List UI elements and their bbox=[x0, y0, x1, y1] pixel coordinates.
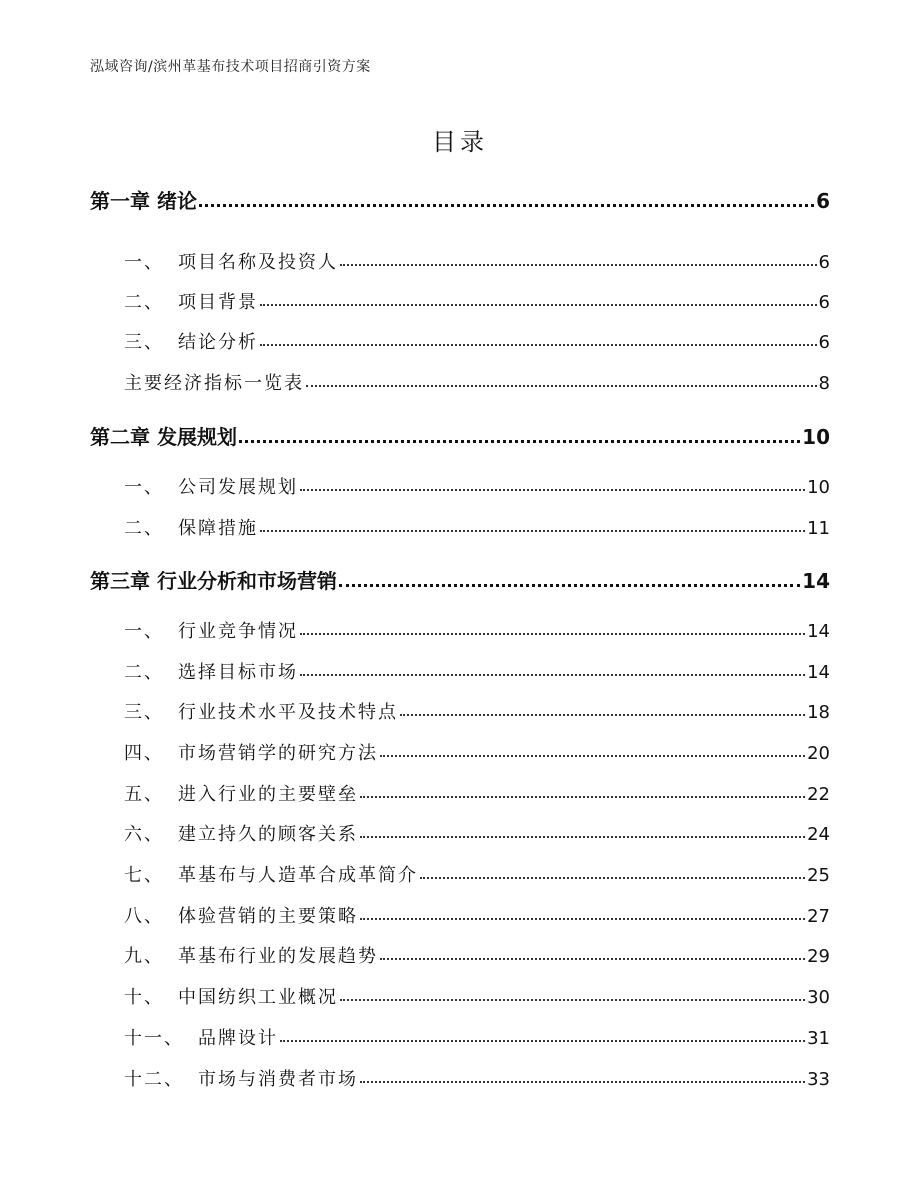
toc-chapter-entry[interactable] bbox=[90, 565, 830, 594]
toc-entry-number: 二、 bbox=[124, 662, 164, 683]
toc-entry-label bbox=[124, 820, 358, 846]
toc-entry-label bbox=[90, 185, 197, 214]
toc-section-entry[interactable] bbox=[124, 780, 830, 806]
toc-section-entry[interactable] bbox=[124, 1065, 830, 1091]
toc-leader-dots bbox=[300, 489, 805, 491]
toc-page-number: 29 bbox=[807, 946, 830, 967]
toc-page-number: 14 bbox=[807, 662, 830, 683]
toc-entry-label bbox=[124, 902, 358, 928]
toc-entry-label bbox=[124, 514, 258, 540]
toc-page-number: 27 bbox=[807, 906, 830, 927]
toc-section-entry[interactable] bbox=[124, 658, 830, 684]
toc-page-number: 22 bbox=[807, 784, 830, 805]
toc-section-entry[interactable] bbox=[124, 369, 830, 395]
toc-entry-label bbox=[124, 658, 298, 684]
toc-entry-text: 市场营销学的研究方法 bbox=[178, 743, 378, 764]
toc-chapter-entry[interactable] bbox=[90, 421, 830, 450]
toc-chapter-entry[interactable] bbox=[90, 185, 830, 214]
toc-entry-number: 十一、 bbox=[124, 1028, 184, 1049]
toc-leader-dots bbox=[340, 999, 805, 1001]
toc-title: 目录 bbox=[432, 128, 488, 156]
toc-page-number: 6 bbox=[818, 252, 830, 273]
toc-entry-text: 革基布与人造革合成革简介 bbox=[178, 865, 418, 886]
toc-entry-label bbox=[124, 698, 398, 724]
toc-page-number: 14 bbox=[802, 569, 830, 593]
toc-leader-dots bbox=[260, 530, 805, 532]
toc-entry-number: 六、 bbox=[124, 824, 164, 845]
toc-entry-number: 八、 bbox=[124, 906, 164, 927]
toc-section-entry[interactable] bbox=[124, 698, 830, 724]
toc-entry-label bbox=[124, 942, 378, 968]
toc-leader-dots bbox=[420, 877, 805, 879]
toc-entry-label bbox=[124, 983, 338, 1009]
toc-entry-text: 主要经济指标一览表 bbox=[124, 373, 304, 394]
toc-page-number: 31 bbox=[807, 1028, 830, 1049]
toc-section-entry[interactable] bbox=[124, 328, 830, 354]
toc-entry-number: 七、 bbox=[124, 865, 164, 886]
page-header: 泓域咨询/滨州革基布技术项目招商引资方案 bbox=[90, 59, 371, 75]
toc-entry-text: 进入行业的主要壁垒 bbox=[178, 784, 358, 805]
toc-leader-dots bbox=[300, 674, 805, 676]
toc-entry-number: 十二、 bbox=[124, 1069, 184, 1090]
toc-entry-label bbox=[124, 369, 304, 395]
toc-entry-number: 三、 bbox=[124, 332, 164, 353]
toc-entry-text: 项目背景 bbox=[178, 292, 258, 313]
toc-leader-dots bbox=[360, 836, 805, 838]
toc-section-entry[interactable] bbox=[124, 739, 830, 765]
toc-leader-dots bbox=[360, 1081, 805, 1083]
toc-entry-text: 体验营销的主要策略 bbox=[178, 906, 358, 927]
toc-section-entry[interactable] bbox=[124, 1024, 830, 1050]
toc-section-entry[interactable] bbox=[124, 248, 830, 274]
toc-entry-number: 一、 bbox=[124, 252, 164, 273]
toc-leader-dots bbox=[380, 755, 805, 757]
toc-entry-text: 行业竞争情况 bbox=[178, 621, 298, 642]
toc-page-number: 30 bbox=[807, 987, 830, 1008]
toc-section-entry[interactable] bbox=[124, 983, 830, 1009]
toc-entry-number: 一、 bbox=[124, 477, 164, 498]
toc-entry-text: 中国纺织工业概况 bbox=[178, 987, 338, 1008]
toc-page-number: 6 bbox=[818, 292, 830, 313]
toc-entry-number: 三、 bbox=[124, 702, 164, 723]
toc-entry-text: 第三章 行业分析和市场营销 bbox=[90, 569, 337, 593]
toc-page-number: 10 bbox=[802, 425, 830, 449]
toc-entry-number: 十、 bbox=[124, 987, 164, 1008]
toc-entry-text: 项目名称及投资人 bbox=[178, 252, 338, 273]
toc-entry-text: 第二章 发展规划 bbox=[90, 425, 237, 449]
toc-entry-text: 结论分析 bbox=[178, 332, 258, 353]
toc-entry-label bbox=[124, 288, 258, 314]
toc-section-entry[interactable] bbox=[124, 473, 830, 499]
toc-page-number: 6 bbox=[816, 189, 830, 213]
toc-leader-dots bbox=[239, 440, 800, 443]
toc-entry-label bbox=[124, 780, 358, 806]
toc-leader-dots bbox=[306, 385, 817, 387]
toc-entry-text: 保障措施 bbox=[178, 518, 258, 539]
toc-entry-text: 第一章 绪论 bbox=[90, 189, 197, 213]
toc-entry-text: 选择目标市场 bbox=[178, 662, 298, 683]
toc-entry-label bbox=[124, 473, 298, 499]
toc-entry-text: 市场与消费者市场 bbox=[198, 1069, 358, 1090]
toc-entry-number: 九、 bbox=[124, 946, 164, 967]
toc-page-number: 14 bbox=[807, 621, 830, 642]
toc-entry-number: 二、 bbox=[124, 518, 164, 539]
toc-leader-dots bbox=[360, 796, 805, 798]
toc-entry-label bbox=[90, 565, 337, 594]
toc-leader-dots bbox=[300, 633, 805, 635]
toc-leader-dots bbox=[400, 714, 805, 716]
toc-leader-dots bbox=[280, 1040, 805, 1042]
toc-entry-number: 一、 bbox=[124, 621, 164, 642]
toc-entry-number: 五、 bbox=[124, 784, 164, 805]
toc-leader-dots bbox=[380, 958, 805, 960]
toc-page-number: 11 bbox=[807, 518, 830, 539]
toc-page-number: 18 bbox=[807, 702, 830, 723]
toc-page-number: 20 bbox=[807, 743, 830, 764]
toc-leader-dots bbox=[339, 584, 800, 587]
toc-section-entry[interactable] bbox=[124, 942, 830, 968]
toc-section-entry[interactable] bbox=[124, 514, 830, 540]
toc-entry-text: 公司发展规划 bbox=[178, 477, 298, 498]
toc-leader-dots bbox=[260, 344, 817, 346]
toc-leader-dots bbox=[360, 918, 805, 920]
toc-leader-dots bbox=[340, 264, 817, 266]
toc-page-number: 6 bbox=[818, 332, 830, 353]
toc-page-number: 8 bbox=[818, 373, 830, 394]
toc-entry-label bbox=[90, 421, 237, 450]
toc-page-number: 25 bbox=[807, 865, 830, 886]
toc-entry-label bbox=[124, 617, 298, 643]
toc-section-entry[interactable] bbox=[124, 902, 830, 928]
toc-section-entry[interactable] bbox=[124, 288, 830, 314]
toc-entry-number: 四、 bbox=[124, 743, 164, 764]
toc-entry-text: 行业技术水平及技术特点 bbox=[178, 702, 398, 723]
toc-entry-text: 品牌设计 bbox=[198, 1028, 278, 1049]
toc-entry-label bbox=[124, 861, 418, 887]
toc-entry-label bbox=[124, 1065, 358, 1091]
toc-section-entry[interactable] bbox=[124, 820, 830, 846]
toc-leader-dots bbox=[260, 304, 817, 306]
toc-entry-text: 建立持久的顾客关系 bbox=[178, 824, 358, 845]
toc-entry-label bbox=[124, 1024, 278, 1050]
toc-entry-number: 二、 bbox=[124, 292, 164, 313]
toc-section-entry[interactable] bbox=[124, 861, 830, 887]
toc-entry-label bbox=[124, 328, 258, 354]
toc-page-number: 10 bbox=[807, 477, 830, 498]
toc-entry-label bbox=[124, 248, 338, 274]
toc-page-number: 24 bbox=[807, 824, 830, 845]
toc-entry-label bbox=[124, 739, 378, 765]
toc-entry-text: 革基布行业的发展趋势 bbox=[178, 946, 378, 967]
toc-section-entry[interactable] bbox=[124, 617, 830, 643]
toc-leader-dots bbox=[199, 204, 814, 207]
toc-page-number: 33 bbox=[807, 1069, 830, 1090]
